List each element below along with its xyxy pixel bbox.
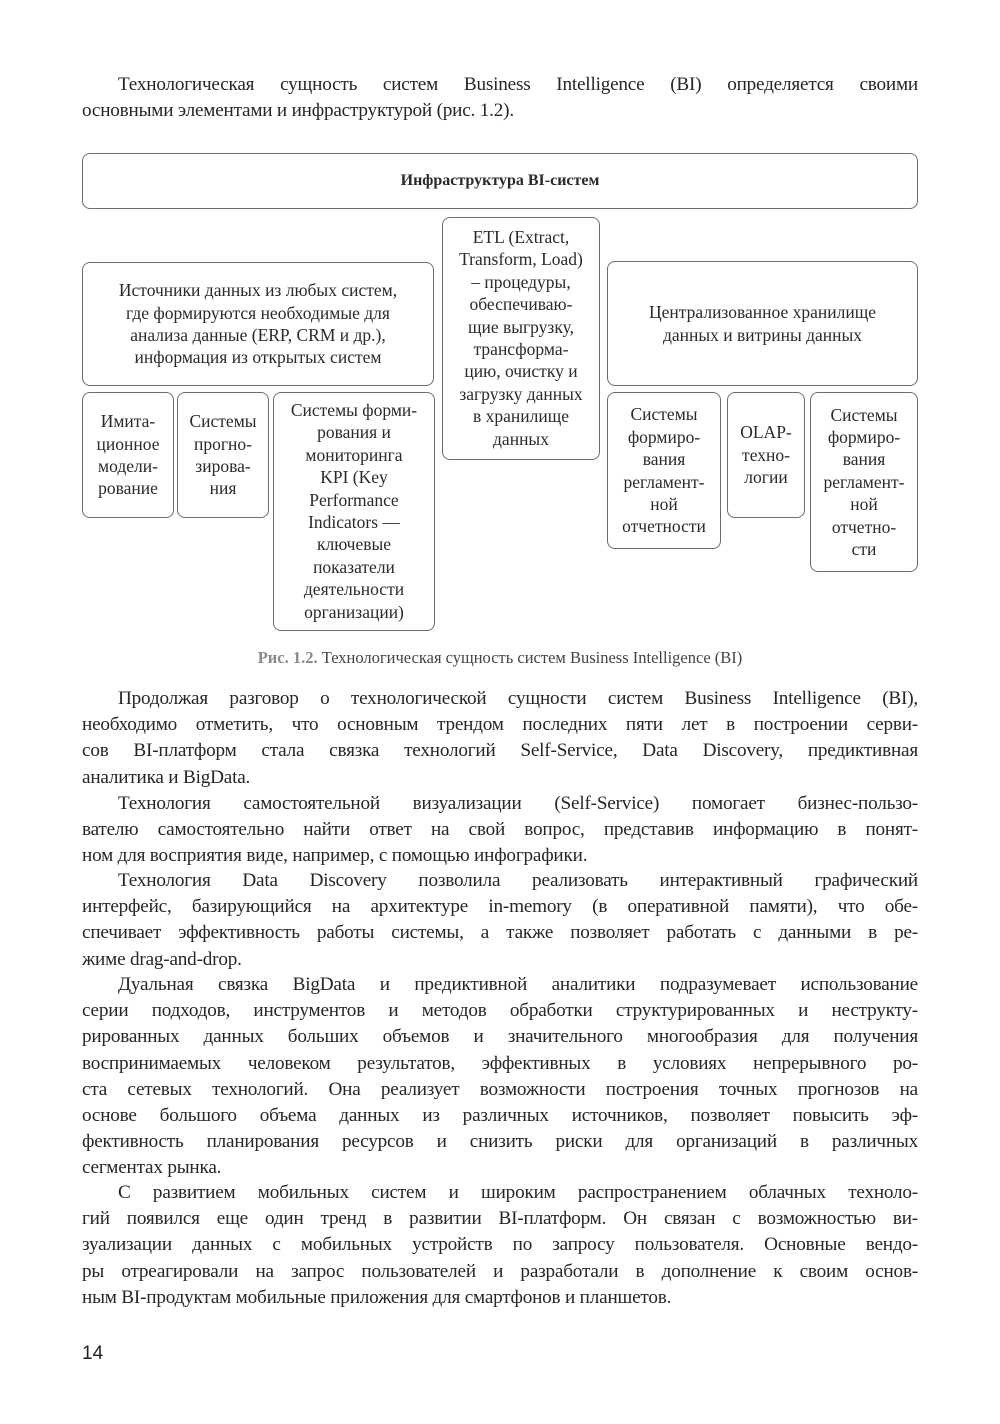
page-number: 14 xyxy=(82,1343,104,1364)
text-line: С развитием мобильных систем и широким распространением облачных техноло- xyxy=(118,1182,918,1203)
box-text-line: формиро- xyxy=(627,426,701,447)
box-text-line: Transform, Load) xyxy=(459,249,583,270)
text-line: фективность планирования ресурсов и снизить риски для организаций в различных xyxy=(82,1131,918,1153)
text-line: зуализации данных с мобильных устройств по запросу пользователя. Основные вендо- xyxy=(82,1234,918,1256)
box-text-line: отчетно- xyxy=(831,516,897,537)
box-text-line: Системы xyxy=(630,404,698,425)
box-text-line: организации) xyxy=(304,601,404,622)
body-paragraph-3 xyxy=(82,868,918,973)
text-line: Технология Data Discovery позволила реализовать интерактивный графический xyxy=(118,870,918,891)
box-text-line: ционное xyxy=(96,433,160,454)
box-text-line: Источники данных из любых систем, xyxy=(118,280,398,301)
box-text-line: Системы форми- xyxy=(290,400,418,420)
box-text-line: анализа данные (ERP, CRM и др.), xyxy=(130,325,386,345)
box-text-line: щие выгрузку, xyxy=(467,316,574,337)
body-paragraph-2 xyxy=(82,791,918,870)
reporting-systems-box-2 xyxy=(810,392,918,572)
box-text-line: деятельности xyxy=(303,579,405,600)
box-text-line: ETL (Extract, xyxy=(472,227,570,247)
box-text-line: информация из открытых систем xyxy=(134,347,382,368)
text-line: вателю самостоятельно найти ответ на свой вопрос, представив информацию в понят- xyxy=(82,819,918,841)
box-text-line: регламент- xyxy=(823,471,905,492)
kpi-systems-box xyxy=(273,392,435,631)
box-text-line: OLAP- xyxy=(740,422,792,443)
text-line: воспринимаемых человеком результатов, эффективных в условиях непрерывного ро- xyxy=(82,1052,918,1074)
text-line: ным BI-продуктам мобильные приложения для смартфонов и планшетов. xyxy=(82,1286,672,1308)
box-text-line: рование xyxy=(98,478,158,499)
intro-paragraph xyxy=(82,72,918,124)
text-line: Дуальная связка BigData и предиктивной аналитики подразумевает использование xyxy=(118,974,918,995)
text-line: Продолжая разговор о технологической сущности систем Business Intelligence (BI), xyxy=(118,688,918,709)
box-text-line: ключевые xyxy=(317,534,391,555)
box-text-line: Системы xyxy=(830,404,898,425)
box-text-line: регламент- xyxy=(623,471,705,492)
text-line: сов BI-платформ стала связка технологий Self-Service, Data Discovery, предиктивная xyxy=(82,740,918,762)
box-text-line: ния xyxy=(209,478,237,499)
box-text-line: Indicators — xyxy=(308,512,400,533)
box-text-line: где формируются необходимые для xyxy=(126,302,390,323)
text-line: необходимо отметить, что основным трендом последних пяти лет в построении серви- xyxy=(82,714,918,736)
forecasting-systems-box xyxy=(177,392,269,518)
box-text-line: ной xyxy=(650,493,678,514)
box-text-line: показатели xyxy=(313,556,395,577)
box-text-line: в хранилище xyxy=(473,406,569,427)
box-text-line: логии xyxy=(744,467,788,488)
etl-box xyxy=(442,217,600,460)
box-text-line: прогно- xyxy=(194,433,252,454)
box-text-line: рования и xyxy=(317,422,391,443)
diagram-title-box xyxy=(82,153,918,209)
olap-technologies-box xyxy=(727,392,805,518)
box-text-line: Performance xyxy=(309,489,399,510)
box-text-line: Системы xyxy=(189,411,257,432)
box-text-line: мониторинга xyxy=(305,444,403,465)
text-line: Технология самостоятельной визуализации (Self-Service) помогает бизнес-пользо- xyxy=(118,793,918,814)
reporting-systems-box xyxy=(607,392,721,549)
box-text-line: техно- xyxy=(742,444,790,465)
box-text-line: сти xyxy=(851,539,877,560)
text-line: ном для восприятия виде, например, с помощью инфографики. xyxy=(82,845,588,867)
box-text-line: модели- xyxy=(98,456,158,476)
box-text-line: вания xyxy=(842,449,886,470)
box-text-line: зирова- xyxy=(195,456,251,476)
text-line: интерфейс, базирующийся на архитектуре in-memory (в оперативной памяти), что обе- xyxy=(82,896,918,918)
text-line: ста сетевых технологий. Она реализует возможности построения точных прогнозов на xyxy=(82,1078,918,1100)
text-line: ры отреагировали на запрос пользователей и разработали в дополнение к своим основ- xyxy=(82,1260,918,1282)
figure-caption xyxy=(0,648,1000,668)
box-text-line: цию, очистку и xyxy=(464,361,578,382)
body-paragraph-1 xyxy=(82,686,918,791)
box-text-line: обеспечиваю- xyxy=(469,294,573,315)
text-line: основе большого объема данных из различных источников, позволяет повысить эф- xyxy=(82,1105,918,1127)
text-line: жиме drag-and-drop. xyxy=(82,948,242,970)
box-text-line: трансформа- xyxy=(473,339,569,360)
box-text-line: – процедуры, xyxy=(471,271,571,292)
figure-label: Рис. 1.2. xyxy=(257,648,318,667)
simulation-modeling-box xyxy=(82,392,174,518)
text-line: спечивает эффективность работы системы, а также позволяет работать с данными в ре- xyxy=(82,922,918,944)
text-line: гий появился еще один тренд в развитии BI-платформ. Он связан с возможностью ви- xyxy=(82,1208,918,1230)
box-text-line: загрузку данных xyxy=(459,383,583,404)
body-paragraph-5 xyxy=(82,1180,918,1311)
body-paragraph-4 xyxy=(82,972,918,1182)
box-text-line: вания xyxy=(642,449,686,470)
data-sources-box xyxy=(82,262,434,386)
box-text-line: Имита- xyxy=(100,411,156,432)
diagram-title: Инфраструктура BI-систем xyxy=(400,171,600,189)
text-line: сегментах рынка. xyxy=(82,1157,222,1179)
box-text-line: данных xyxy=(493,428,549,449)
data-warehouse-box xyxy=(607,261,918,386)
text-line: рированных данных больших объемов и значительного многообразия для получения xyxy=(82,1026,918,1048)
box-text-line: данных и витрины данных xyxy=(662,324,863,345)
text-line: Технологическая сущность систем Business Intelligence (BI) определяется своими xyxy=(118,74,918,95)
box-text-line: KPI (Key xyxy=(320,467,388,488)
figure-caption-text: Технологическая сущность систем Business Intelligence (BI) xyxy=(317,648,743,667)
text-line: основными элементами и инфраструктурой (рис. 1.2). xyxy=(82,100,514,122)
box-text-line: Централизованное хранилище xyxy=(649,302,876,323)
text-line: серии подходов, инструментов и методов обработки структурированных и неструкту- xyxy=(82,1000,918,1022)
box-text-line: отчетности xyxy=(622,516,706,537)
box-text-line: ной xyxy=(850,494,878,515)
box-text-line: формиро- xyxy=(827,426,901,447)
text-line: аналитика и BigData. xyxy=(82,766,251,788)
